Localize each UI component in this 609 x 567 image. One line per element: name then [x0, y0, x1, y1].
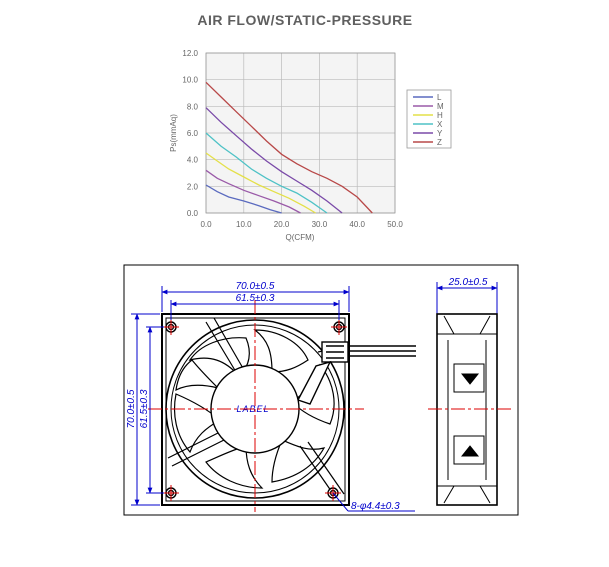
y-tick-label: 8.0	[186, 102, 198, 112]
x-tick-label: 10.0	[236, 220, 252, 229]
hole-spacing-height-dim: 61.5±0.3	[139, 389, 150, 429]
chart-area	[0, 0, 609, 250]
legend-label-y: Y	[437, 129, 443, 138]
x-tick-label: 50.0	[387, 220, 403, 229]
legend-label-l: L	[437, 93, 442, 102]
x-tick-label: 30.0	[311, 220, 328, 229]
legend-label-x: X	[437, 120, 443, 129]
hole-spacing-width-dim: 61.5±0.3	[235, 293, 275, 304]
x-tick-label: 0.0	[200, 220, 212, 229]
legend-label-z: Z	[437, 138, 442, 147]
hub-label: LABEL	[236, 404, 270, 414]
fan-drawing	[0, 250, 609, 567]
y-tick-label: 10.0	[182, 75, 198, 85]
overall-height-dim: 70.0±0.5	[126, 389, 137, 429]
x-tick-label: 40.0	[349, 220, 365, 229]
y-tick-label: 6.0	[186, 129, 198, 138]
y-tick-label: 4.0	[186, 155, 198, 165]
x-axis-label: Q(CFM)	[285, 233, 315, 242]
x-tick-label: 20.0	[273, 220, 290, 229]
legend-label-m: M	[437, 102, 444, 111]
chart-title: AIR FLOW/STATIC-PRESSURE	[197, 12, 413, 28]
legend	[407, 90, 451, 148]
holes-dim: 8-φ4.4±0.3	[351, 501, 400, 512]
y-tick-label: 2.0	[186, 182, 198, 192]
y-axis-label: Ps(mmAq)	[169, 114, 178, 152]
legend-label-h: H	[437, 111, 443, 120]
fan-side-view	[428, 314, 512, 505]
y-tick-label: 12.0	[182, 49, 198, 58]
overall-width-dim: 70.0±0.5	[235, 281, 275, 292]
depth-dim: 25.0±0.5	[448, 277, 488, 288]
y-tick-label: 0.0	[186, 209, 198, 218]
